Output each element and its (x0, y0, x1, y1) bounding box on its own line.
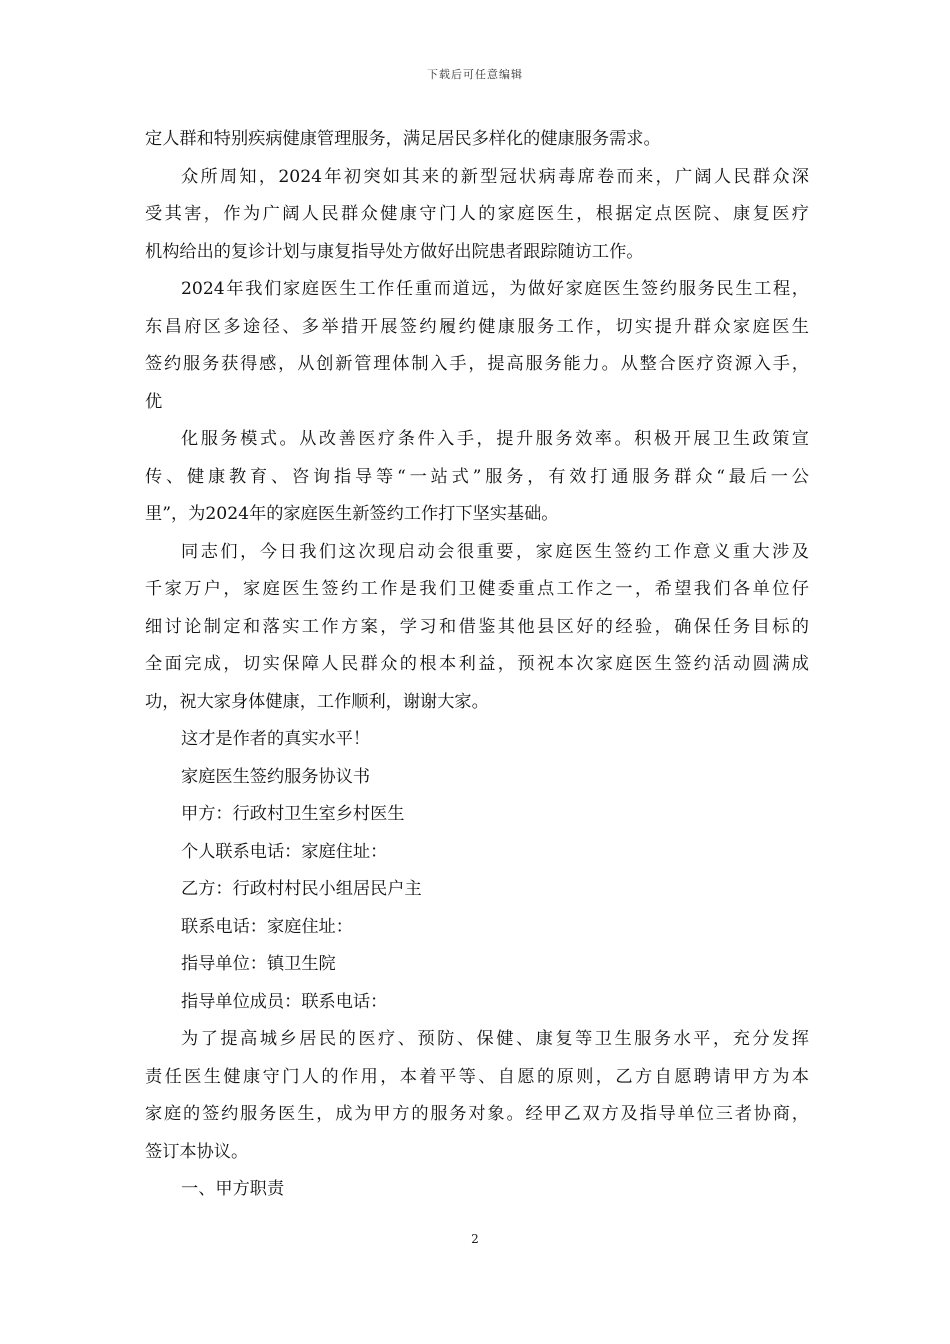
text-line: 细讨论制定和落实工作方案，学习和借鉴其他县区好的经验，确保任务目标的 (145, 616, 809, 637)
text-line: 甲方：行政村卫生室乡村医生 (181, 804, 405, 824)
text-line: 东昌府区多途径、多举措开展签约履约健康服务工作，切实提升群众家庭医生 (145, 316, 809, 337)
text-line: 个人联系电话：家庭住址： (181, 841, 388, 862)
text-line: 乙方：行政村村民小组居民户主 (181, 879, 422, 899)
text-line: 家庭医生签约服务协议书 (181, 766, 371, 787)
text-line: 联系电话：家庭住址： (181, 916, 353, 937)
document-body (145, 121, 809, 1209)
text-line: 指导单位：镇卫生院 (181, 954, 336, 974)
text-line: 家庭的签约服务医生，成为甲方的服务对象。经甲乙双方及指导单位三者协商， (145, 1104, 809, 1124)
text-line: 同志们，今日我们这次现启动会很重要，家庭医生签约工作意义重大涉及 (181, 541, 809, 562)
text-line: 功，祝大家身体健康，工作顺利，谢谢大家。 (145, 691, 489, 712)
text-line: 签约服务获得感，从创新管理体制入手，提高服务能力。从整合医疗资源入手， (145, 354, 809, 374)
text-line: 这才是作者的真实水平！ (181, 729, 371, 749)
text-line: 为了提高城乡居民的医疗、预防、保健、康复等卫生服务水平，充分发挥 (181, 1029, 809, 1049)
text-line: 全面完成，切实保障人民群众的根本利益，预祝本次家庭医生签约活动圆满成 (145, 654, 809, 674)
text-line: 受其害，作为广阔人民群众健康守门人的家庭医生，根据定点医院、康复医疗 (145, 204, 809, 224)
text-line: 指导单位成员：联系电话： (181, 991, 388, 1012)
text-line: 传、健康教育、咨询指导等“一站式”服务，有效打通服务群众“最后一公 (145, 466, 809, 487)
text-line: 众所周知，2024年初突如其来的新型冠状病毒席卷而来，广阔人民群众深 (181, 166, 809, 187)
page-header-note: 下载后可任意编辑 (427, 68, 523, 81)
text-line: 签订本协议。 (145, 1141, 249, 1162)
text-line: 2024年我们家庭医生工作任重而道远，为做好家庭医生签约服务民生工程， (181, 279, 809, 299)
text-line: 优 (145, 391, 163, 412)
text-line: 化服务模式。从改善医疗条件入手，提升服务效率。积极开展卫生政策宣 (181, 429, 809, 449)
page-number: 2 (471, 1232, 479, 1246)
text-line: 机构给出的复诊计划与康复指导处方做好出院患者跟踪随访工作。 (145, 241, 644, 262)
text-line: 责任医生健康守门人的作用，本着平等、自愿的原则，乙方自愿聘请甲方为本 (145, 1066, 809, 1087)
text-line: 千家万户，家庭医生签约工作是我们卫健委重点工作之一，希望我们各单位仔 (145, 579, 809, 599)
text-line: 一、甲方职责 (181, 1179, 285, 1199)
text-line: 里”，为2024年的家庭医生新签约工作打下坚实基础。 (145, 504, 559, 524)
text-line: 定人群和特别疾病健康管理服务，满足居民多样化的健康服务需求。 (145, 129, 661, 149)
